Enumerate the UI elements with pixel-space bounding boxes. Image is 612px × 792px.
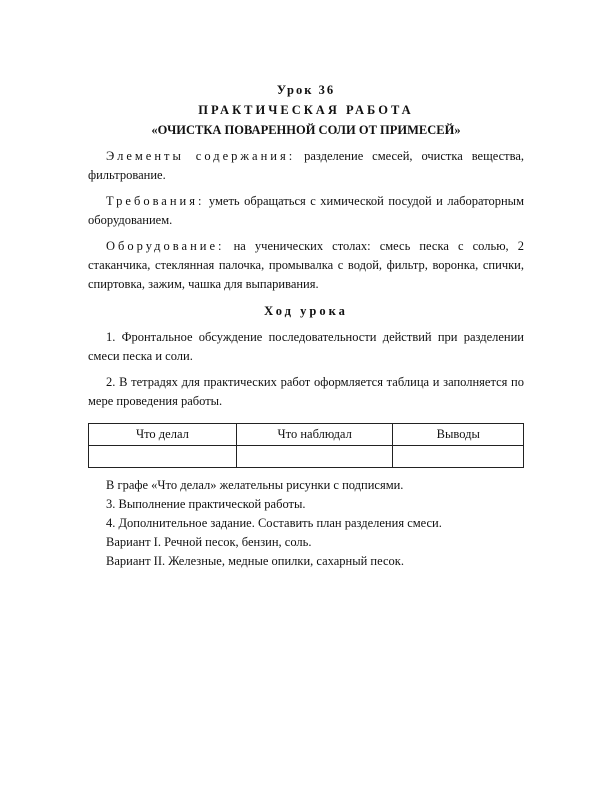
table-header-conclusions: Выводы: [393, 424, 524, 446]
table-header-row: [89, 424, 524, 446]
table-cell: [89, 446, 237, 468]
variant-2: Вариант II. Железные, медные опилки, сахарный песок.: [106, 554, 404, 568]
content-elements-text: разделение смесей, очистка вещества, фильтрование.: [88, 149, 525, 182]
additional-instructions: [88, 476, 524, 571]
table-header-did: Что делал: [89, 424, 237, 446]
table-cell: [393, 446, 524, 468]
content-elements-label: Элементы содержания:: [106, 149, 296, 163]
lesson-course-heading: Ход урока: [264, 304, 348, 318]
step-1: 1. Фронтальное обсуждение последовательности действий при разделении смеси песка и соли.: [88, 330, 524, 363]
step-2: 2. В тетрадях для практических работ оформляется таблица и заполняется по мере проведения работы.: [88, 375, 524, 408]
requirements-label: Требования:: [106, 194, 205, 208]
equipment-label: Оборудование:: [106, 239, 225, 253]
table-row: [89, 446, 524, 468]
step-4: 4. Дополнительное задание. Составить план разделения смеси.: [106, 516, 442, 530]
table-cell: [236, 446, 393, 468]
equipment-text: на ученических столах: смесь песка с солью, 2 стаканчика, стеклянная палочка, промывалка с водой, фильтр, воронка, спички, спиртовка, зажим, чашка для выпаривания.: [88, 239, 524, 291]
equipment-paragraph: [88, 237, 524, 294]
requirements-paragraph: [88, 192, 524, 230]
variant-1: Вариант I. Речной песок, бензин, соль.: [106, 535, 312, 549]
requirements-text: уметь обращаться с химической посудой и лабораторным оборудованием.: [88, 194, 524, 227]
table-header-observed: Что наблюдал: [236, 424, 393, 446]
drawing-note: В графе «Что делал» желательны рисунки с подписями.: [106, 478, 404, 492]
lesson-number: Урок 36: [276, 83, 336, 97]
content-elements-paragraph: [88, 147, 524, 185]
practical-work-table: [88, 423, 524, 468]
step-3: 3. Выполнение практической работы.: [106, 497, 306, 511]
work-type-title: ПРАКТИЧЕСКАЯ РАБОТА: [198, 103, 414, 117]
topic-title: «ОЧИСТКА ПОВАРЕННОЙ СОЛИ ОТ ПРИМЕСЕЙ»: [151, 123, 461, 137]
document-content: [88, 80, 524, 571]
